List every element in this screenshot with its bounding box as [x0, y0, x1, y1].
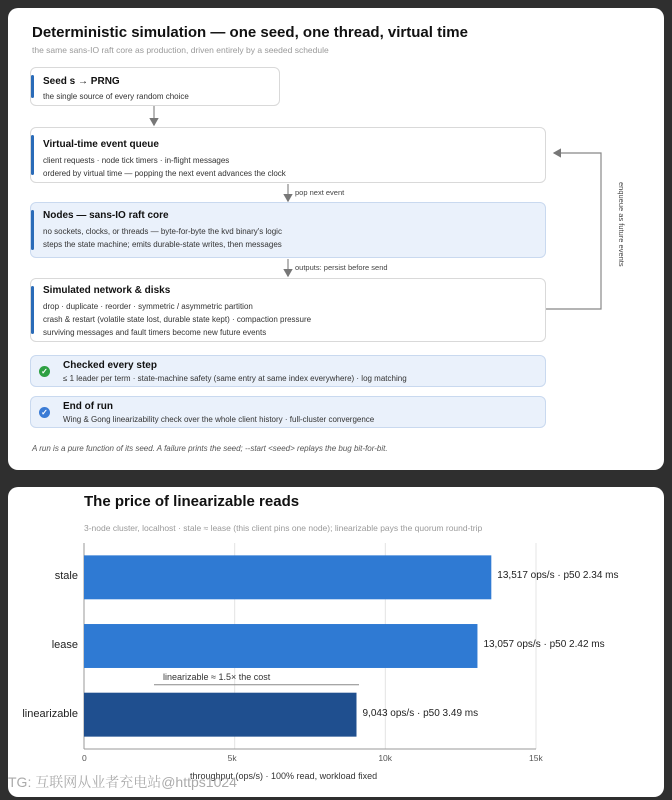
checked-every-step-box	[30, 355, 546, 387]
event-queue-line-1: client requests · node tick timers · in-flight messages	[43, 156, 230, 165]
value-label-linearizable: 9,043 ops/s · p50 3.49 ms	[362, 707, 479, 719]
arrow-network-loop-to-queue	[546, 153, 601, 309]
edge-label-pop: pop next event	[295, 188, 345, 197]
network-box-line-2: crash & restart (volatile state lost, durable state kept) · compaction pressure	[43, 315, 312, 324]
x-tick-label-0: 0	[82, 753, 87, 763]
nodes-box-line-2: steps the state machine; emits durable-state writes, then messages	[43, 240, 282, 249]
x-axis-label: throughput (ops/s) · 100% read, workload fixed	[190, 771, 378, 781]
nodes-box-title: Nodes — sans-IO raft core	[43, 210, 169, 221]
event-queue-box	[30, 127, 546, 183]
chart-card	[8, 487, 664, 797]
event-queue-title: Virtual-time event queue	[43, 139, 159, 150]
bar-stale	[84, 555, 491, 599]
nodes-box-line-1: no sockets, clocks, or threads — byte-for-byte the kvd binary's logic	[43, 227, 282, 236]
bar-lease	[84, 624, 477, 668]
edge-label-enqueue: enqueue as future events	[617, 182, 626, 267]
bar-linearizable	[84, 693, 356, 737]
end-of-run-box	[30, 396, 546, 428]
chart-subtitle: 3-node cluster, localhost · stale ≈ lease (this client pins one node); linearizable pays the quorum round-trip	[84, 523, 483, 533]
value-label-lease: 13,057 ops/s · p50 2.42 ms	[483, 639, 605, 650]
category-label-stale: stale	[54, 570, 78, 583]
seed-box-title: Seed s → PRNG	[43, 76, 120, 87]
category-label-linearizable: linearizable	[22, 707, 78, 720]
blue-check-icon: ✓	[39, 407, 50, 418]
diagram-footer: A run is a pure function of its seed. A failure prints the seed; --start <seed> replays the bug bit-for-bit.	[32, 444, 388, 453]
chart-title: The price of linearizable reads	[84, 493, 300, 510]
diagram-title: Deterministic simulation — one seed, one thread, virtual time	[32, 24, 468, 41]
network-box-line-1: drop · duplicate · reorder · symmetric / asymmetric partition	[43, 302, 253, 311]
chart-annotation: linearizable ≈ 1.5× the cost	[163, 671, 271, 682]
value-label-stale: 13,517 ops/s · p50 2.34 ms	[497, 570, 619, 582]
x-tick-label-2: 10k	[378, 753, 393, 763]
diagram-subtitle: the same sans-IO raft core as production, driven entirely by a seeded schedule	[32, 45, 329, 55]
end-of-run-line: Wing & Gong linearizability check over the whole client history · full-cluster convergence	[63, 415, 375, 424]
network-box	[30, 278, 546, 342]
x-tick-label-3: 15k	[529, 753, 543, 763]
seed-box-line: the single source of every random choice	[43, 92, 189, 101]
seed-box	[30, 67, 280, 106]
simulation-diagram-card	[8, 8, 664, 470]
green-check-icon: ✓	[39, 366, 50, 377]
network-box-line-3: surviving messages and fault timers become new future events	[43, 328, 267, 337]
checked-box-title: Checked every step	[63, 360, 157, 371]
watermark: TG: 互联网从业者充电站@https1024	[8, 774, 237, 790]
category-label-lease: lease	[51, 639, 78, 651]
event-queue-line-2: ordered by virtual time — popping the next event advances the clock	[43, 169, 286, 178]
x-tick-label-1: 5k	[227, 753, 237, 763]
edge-label-outputs: outputs: persist before send	[295, 263, 388, 272]
nodes-box	[30, 202, 546, 258]
network-box-title: Simulated network & disks	[43, 285, 171, 296]
checked-box-line: ≤ 1 leader per term · state-machine safety (same entry at same index everywhere) · log matching	[63, 374, 407, 383]
end-of-run-title: End of run	[63, 401, 113, 412]
